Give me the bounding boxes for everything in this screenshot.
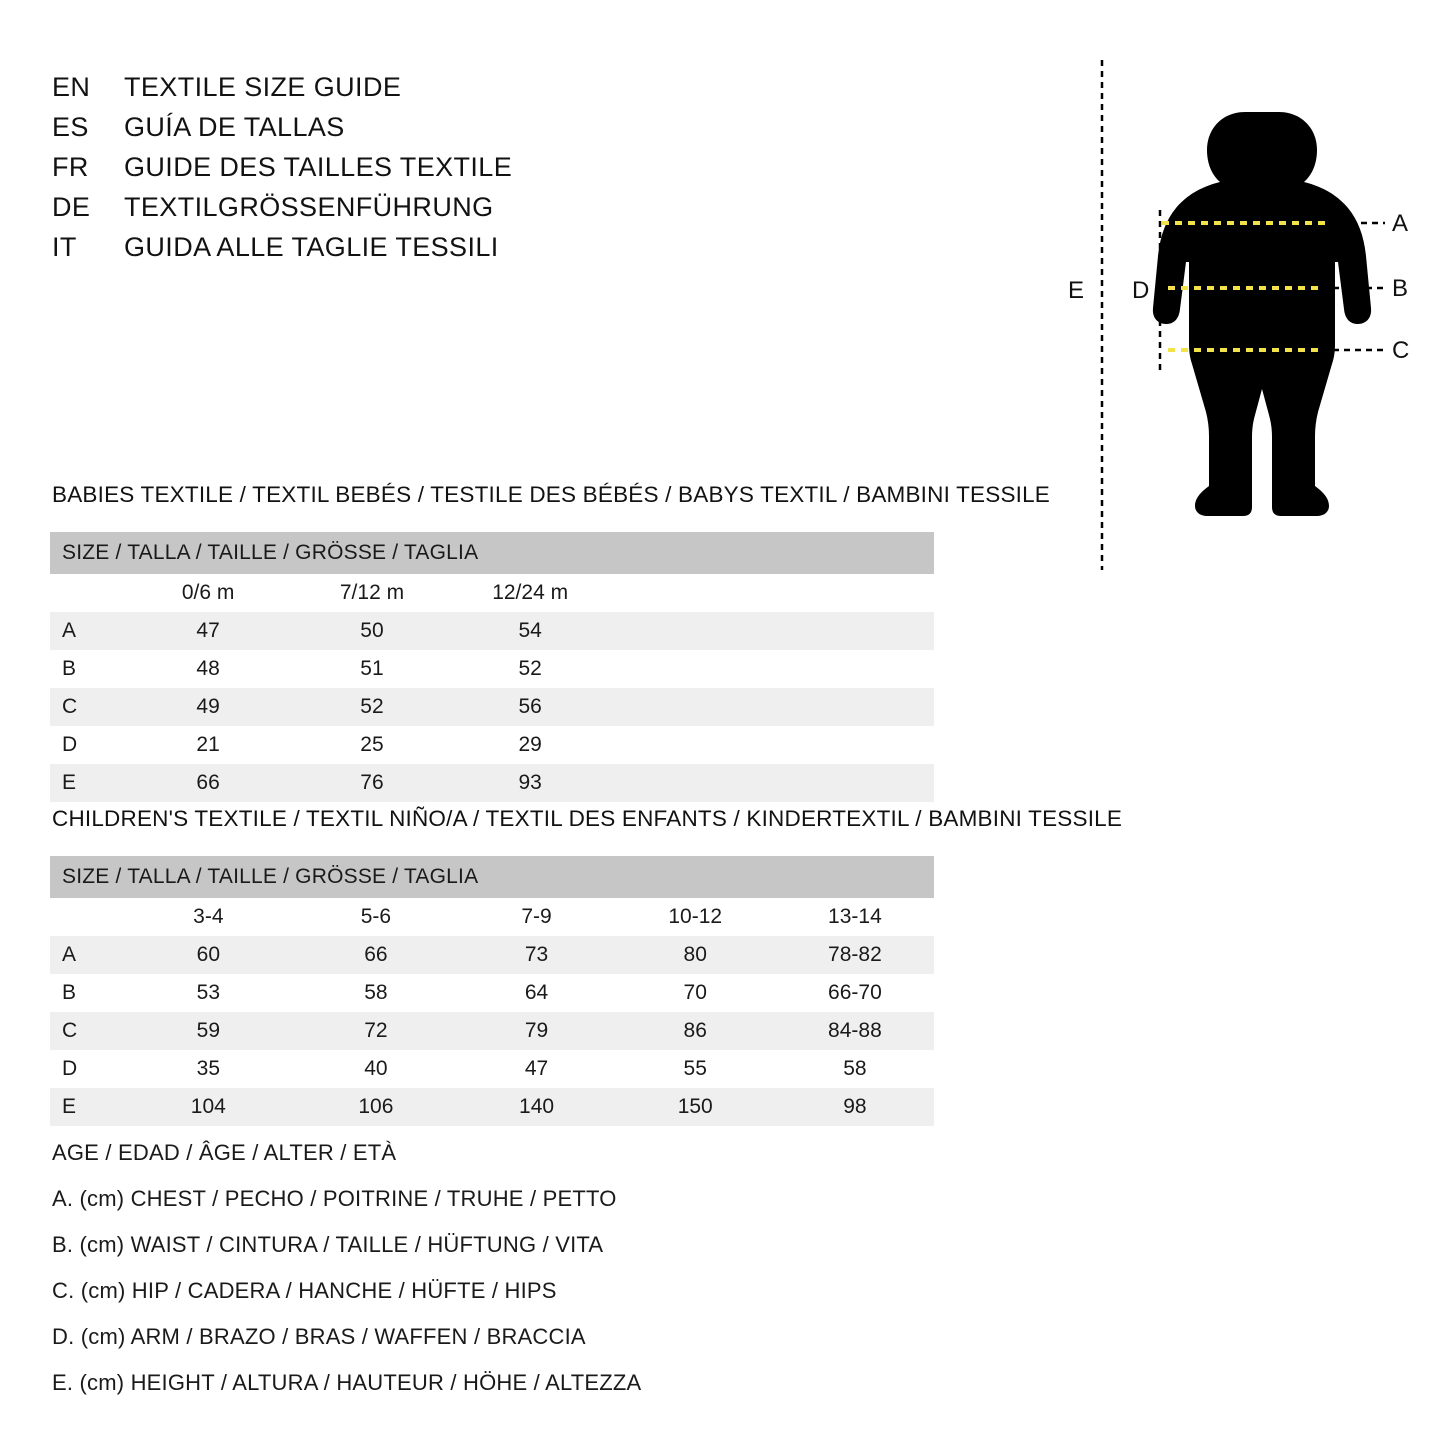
size-band-label: SIZE / TALLA / TAILLE / GRÖSSE / TAGLIA bbox=[50, 856, 934, 898]
figure-label-c: C bbox=[1392, 337, 1410, 364]
table-cell: 66 bbox=[293, 936, 458, 974]
header-row bbox=[52, 152, 672, 183]
table-cell: 40 bbox=[293, 1050, 458, 1088]
table-cell: 59 bbox=[123, 1012, 293, 1050]
table-row bbox=[50, 1050, 934, 1088]
table-row bbox=[50, 974, 934, 1012]
table-cell: 49 bbox=[123, 688, 293, 726]
table-cell: 78-82 bbox=[776, 936, 934, 974]
table-cell: 47 bbox=[458, 1050, 614, 1088]
row-label: D bbox=[50, 726, 123, 764]
table-cell: 70 bbox=[615, 974, 776, 1012]
language-code: FR bbox=[52, 152, 89, 182]
table-cell: 21 bbox=[123, 726, 293, 764]
table-cell: 79 bbox=[458, 1012, 614, 1050]
table-cell: 47 bbox=[123, 612, 293, 650]
table-spacer bbox=[609, 726, 934, 764]
table-spacer bbox=[609, 574, 934, 612]
size-header: 10-12 bbox=[615, 898, 776, 936]
size-header: 12/24 m bbox=[451, 574, 609, 612]
row-label: E bbox=[50, 1088, 123, 1126]
table-cell: 80 bbox=[615, 936, 776, 974]
table-row bbox=[50, 612, 934, 650]
table-spacer bbox=[609, 764, 934, 802]
table-row bbox=[50, 936, 934, 974]
table-cell: 48 bbox=[123, 650, 293, 688]
table-cell: 58 bbox=[293, 974, 458, 1012]
table-cell: 56 bbox=[451, 688, 609, 726]
table-row bbox=[50, 650, 934, 688]
header-row bbox=[52, 72, 672, 103]
language-code: EN bbox=[52, 72, 91, 102]
legend-block bbox=[52, 1140, 952, 1416]
table-cell: 73 bbox=[458, 936, 614, 974]
table-cell: 25 bbox=[293, 726, 451, 764]
table-cell: 52 bbox=[293, 688, 451, 726]
babies-section-title: BABIES TEXTILE / TEXTIL BEBÉS / TESTILE DES BÉBÉS / BABYS TEXTIL / BAMBINI TESSILE bbox=[52, 482, 1051, 507]
language-code: ES bbox=[52, 112, 89, 142]
table-cell: 106 bbox=[293, 1088, 458, 1126]
size-header: 7-9 bbox=[458, 898, 614, 936]
size-header: 7/12 m bbox=[293, 574, 451, 612]
header-language-list bbox=[52, 72, 672, 272]
table-sizes-row bbox=[50, 574, 934, 612]
language-title: TEXTILGRÖSSENFÜHRUNG bbox=[124, 192, 494, 222]
row-label: D bbox=[50, 1050, 123, 1088]
row-label: A bbox=[50, 612, 123, 650]
language-title: TEXTILE SIZE GUIDE bbox=[124, 72, 402, 102]
table-row bbox=[50, 1012, 934, 1050]
table-cell: 98 bbox=[776, 1088, 934, 1126]
table-row bbox=[50, 726, 934, 764]
table-cell: 66-70 bbox=[776, 974, 934, 1012]
header-row bbox=[52, 192, 672, 223]
row-label: C bbox=[50, 1012, 123, 1050]
legend-line-hip: C. (cm) HIP / CADERA / HANCHE / HÜFTE / HIPS bbox=[52, 1278, 557, 1303]
table-sizes-row bbox=[50, 898, 934, 936]
language-code: DE bbox=[52, 192, 91, 222]
size-header: 13-14 bbox=[776, 898, 934, 936]
size-band-label: SIZE / TALLA / TAILLE / GRÖSSE / TAGLIA bbox=[50, 532, 934, 574]
table-cell: 66 bbox=[123, 764, 293, 802]
language-title: GUÍA DE TALLAS bbox=[124, 112, 345, 142]
empty-corner bbox=[50, 574, 123, 612]
table-cell: 140 bbox=[458, 1088, 614, 1126]
table-spacer bbox=[609, 612, 934, 650]
table-cell: 50 bbox=[293, 612, 451, 650]
table-row bbox=[50, 764, 934, 802]
row-label: C bbox=[50, 688, 123, 726]
row-label: E bbox=[50, 764, 123, 802]
figure-label-a: A bbox=[1392, 210, 1409, 237]
table-row bbox=[50, 1088, 934, 1126]
row-label: B bbox=[50, 650, 123, 688]
legend-line-height: E. (cm) HEIGHT / ALTURA / HAUTEUR / HÖHE / ALTEZZA bbox=[52, 1370, 642, 1395]
table-spacer bbox=[609, 688, 934, 726]
legend-line-chest: A. (cm) CHEST / PECHO / POITRINE / TRUHE / PETTO bbox=[52, 1186, 617, 1211]
table-cell: 76 bbox=[293, 764, 451, 802]
row-label: A bbox=[50, 936, 123, 974]
table-header-band bbox=[50, 532, 934, 574]
table-cell: 84-88 bbox=[776, 1012, 934, 1050]
table-cell: 55 bbox=[615, 1050, 776, 1088]
table-cell: 64 bbox=[458, 974, 614, 1012]
table-cell: 29 bbox=[451, 726, 609, 764]
size-header: 5-6 bbox=[293, 898, 458, 936]
table-cell: 58 bbox=[776, 1050, 934, 1088]
babies-size-table bbox=[50, 532, 934, 802]
child-silhouette-icon bbox=[1153, 112, 1371, 516]
header-row bbox=[52, 112, 672, 143]
figure-label-b: B bbox=[1392, 275, 1409, 302]
legend-line-waist: B. (cm) WAIST / CINTURA / TAILLE / HÜFTUNG / VITA bbox=[52, 1232, 604, 1257]
table-header-band bbox=[50, 856, 934, 898]
language-title: GUIDE DES TAILLES TEXTILE bbox=[124, 152, 513, 182]
table-cell: 51 bbox=[293, 650, 451, 688]
table-cell: 93 bbox=[451, 764, 609, 802]
children-section-title: CHILDREN'S TEXTILE / TEXTIL NIÑO/A / TEXTIL DES ENFANTS / KINDERTEXTIL / BAMBINI TESSILE bbox=[52, 806, 1123, 831]
language-code: IT bbox=[52, 232, 77, 262]
language-title: GUIDA ALLE TAGLIE TESSILI bbox=[124, 232, 499, 262]
measurement-figure bbox=[1040, 50, 1430, 580]
table-cell: 72 bbox=[293, 1012, 458, 1050]
table-cell: 52 bbox=[451, 650, 609, 688]
legend-line-arm: D. (cm) ARM / BRAZO / BRAS / WAFFEN / BRACCIA bbox=[52, 1324, 586, 1349]
table-cell: 60 bbox=[123, 936, 293, 974]
table-cell: 35 bbox=[123, 1050, 293, 1088]
empty-corner bbox=[50, 898, 123, 936]
figure-label-e: E bbox=[1068, 277, 1085, 304]
children-size-table bbox=[50, 856, 934, 1126]
size-header: 3-4 bbox=[123, 898, 293, 936]
table-row bbox=[50, 688, 934, 726]
table-cell: 150 bbox=[615, 1088, 776, 1126]
figure-label-d: D bbox=[1132, 277, 1150, 304]
size-header: 0/6 m bbox=[123, 574, 293, 612]
table-cell: 54 bbox=[451, 612, 609, 650]
table-spacer bbox=[609, 650, 934, 688]
row-label: B bbox=[50, 974, 123, 1012]
table-cell: 86 bbox=[615, 1012, 776, 1050]
table-cell: 104 bbox=[123, 1088, 293, 1126]
header-row bbox=[52, 232, 672, 263]
legend-line-age: AGE / EDAD / ÂGE / ALTER / ETÀ bbox=[52, 1140, 397, 1165]
table-cell: 53 bbox=[123, 974, 293, 1012]
